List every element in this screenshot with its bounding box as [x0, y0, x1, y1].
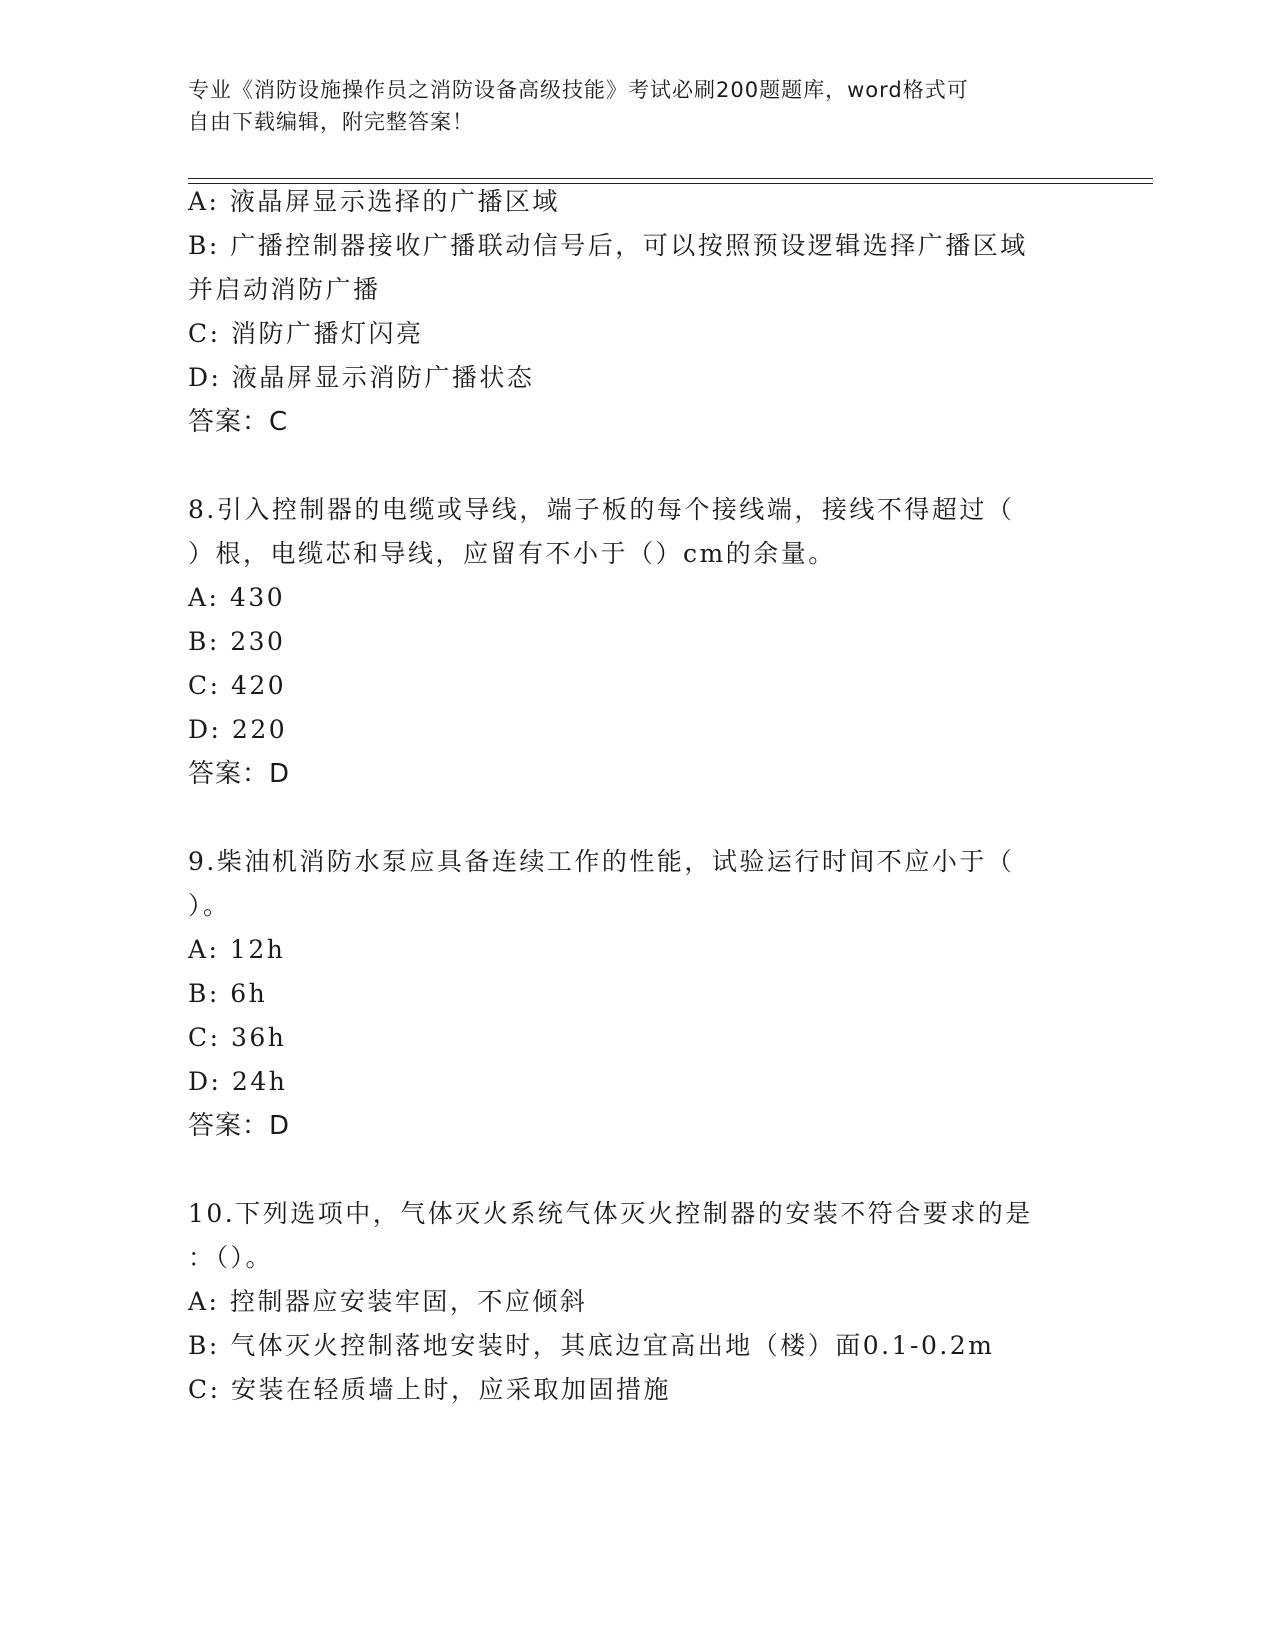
- question-8-line-1: 8.引入控制器的电缆或导线，端子板的每个接线端，接线不得超过（: [188, 495, 1015, 524]
- document-header: [188, 74, 1088, 138]
- option-d: D: 液晶屏显示消防广播状态: [188, 363, 535, 392]
- option-b-continued: 并启动消防广播: [188, 275, 381, 304]
- question-8-answer: 答案：D: [188, 759, 291, 789]
- question-10-option-b: B: 气体灭火控制落地安装时，其底边宜高出地（楼）面0.1-0.2m: [188, 1331, 995, 1360]
- question-8-option-c: C: 420: [188, 671, 287, 700]
- question-9-line-1: 9.柴油机消防水泵应具备连续工作的性能，试验运行时间不应小于（: [188, 847, 1015, 876]
- question-9-option-a: A: 12h: [188, 935, 286, 964]
- question-9-answer: 答案：D: [188, 1111, 291, 1141]
- question-10-line-2: ：（）。: [188, 1243, 274, 1272]
- option-b: B: 广播控制器接收广播联动信号后，可以按照预设逻辑选择广播区域: [188, 231, 1028, 260]
- answer: 答案：C: [188, 407, 289, 437]
- option-c: C: 消防广播灯闪亮: [188, 319, 424, 348]
- question-10-option-c: C: 安装在轻质墙上时，应采取加固措施: [188, 1375, 671, 1404]
- header-line-2: 自由下载编辑，附完整答案！: [188, 110, 474, 134]
- question-8-option-b: B: 230: [188, 627, 286, 656]
- question-9-option-b: B: 6h: [188, 979, 268, 1008]
- question-9-line-2: ）。: [188, 891, 231, 920]
- header-line-1: 专业《消防设施操作员之消防设备高级技能》考试必刷200题题库，word格式可: [188, 78, 969, 102]
- question-8-line-2: ）根，电缆芯和导线，应留有不小于（）cm的余量。: [188, 539, 836, 568]
- question-8-option-a: A: 430: [188, 583, 286, 612]
- question-10-option-a: A: 控制器应安装牢固，不应倾斜: [188, 1287, 588, 1316]
- header-divider-top: [188, 178, 1153, 179]
- option-a: A: 液晶屏显示选择的广播区域: [188, 187, 560, 216]
- question-9-option-c: C: 36h: [188, 1023, 287, 1052]
- question-8-option-d: D: 220: [188, 715, 288, 744]
- header-divider-bottom: [188, 183, 1153, 184]
- question-10-line-1: 10.下列选项中，气体灭火系统气体灭火控制器的安装不符合要求的是: [188, 1199, 1033, 1228]
- question-9-option-d: D: 24h: [188, 1067, 288, 1096]
